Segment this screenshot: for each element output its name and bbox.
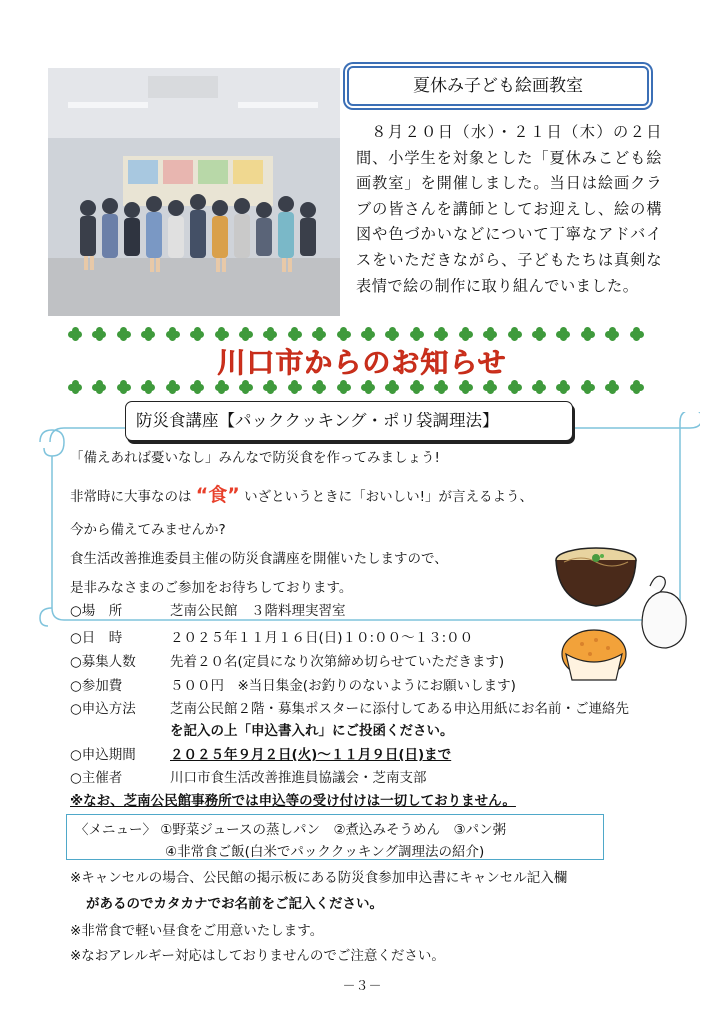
capacity-value: 先着２０名(定員になり次第締め切らせていただきます)	[170, 654, 505, 670]
date-row	[70, 627, 473, 649]
clover-icon	[483, 380, 497, 394]
method-value-1: 芝南公民館２階・募集ポスターに添付してある申込用紙にお名前・ご連絡先	[170, 701, 629, 717]
clover-icon	[361, 380, 375, 394]
capacity-label: ○募集人数	[70, 654, 136, 670]
class-group-photo	[48, 68, 340, 316]
clover-icon	[508, 327, 522, 341]
clover-icon	[166, 327, 180, 341]
place-label: ○場 所	[70, 603, 123, 619]
clover-icon	[459, 380, 473, 394]
capacity-row	[70, 651, 504, 673]
clover-icon	[117, 327, 131, 341]
cancel-note-2: があるのでカタカナでお名前をご記入ください。	[86, 896, 383, 912]
article-body: ８月２０日（水）・２１日（木）の２日間、小学生を対象とした「夏休みこども絵画教室」を開催しました。当日は絵画クラブの皆さんを講師としてお迎えし、絵の構図や色づかいなどについて丁寧なアドバイスをいただきながら、子どもたちは真剣な表情で絵の制作に取り組んでいました。	[356, 123, 662, 295]
clover-icon	[215, 327, 229, 341]
date-value: ２０２５年１１月１６日(日)１０:００～１３:００	[170, 630, 474, 646]
intro-line-2-b: いざというときに「おいしい!」が言えるよう、	[244, 489, 533, 505]
clover-icon	[630, 327, 644, 341]
clover-icon	[605, 327, 619, 341]
intro-line-2	[70, 480, 533, 507]
food-illustration	[552, 532, 712, 692]
date-label: ○日 時	[70, 630, 123, 646]
clover-border-bottom	[68, 380, 644, 396]
clover-icon	[215, 380, 229, 394]
clover-icon	[605, 380, 619, 394]
clover-icon	[385, 380, 399, 394]
intro-line-3: 今から備えてみませんか?	[70, 522, 226, 538]
event-title: 防災食講座【パッククッキング・ポリ袋調理法】	[136, 411, 499, 430]
fee-label: ○参加費	[70, 678, 123, 694]
clover-icon	[288, 380, 302, 394]
article-title: 夏休み子ども絵画教室	[413, 76, 583, 96]
host-value: 川口市食生活改善推進員協議会・芝南支部	[170, 770, 427, 786]
clover-icon	[508, 380, 522, 394]
page-number: －３－	[342, 979, 382, 994]
clover-icon	[459, 327, 473, 341]
cancel-note-1: ※キャンセルの場合、公民館の掲示板にある防災食参加申込書にキャンセル記入欄	[70, 870, 568, 886]
clover-icon	[630, 380, 644, 394]
clover-icon	[239, 380, 253, 394]
clover-icon	[239, 327, 253, 341]
intro-line-5: 是非みなさまのご参加をお待ちしております。	[70, 580, 353, 596]
clover-icon	[410, 327, 424, 341]
clover-icon	[581, 327, 595, 341]
clover-icon	[141, 327, 155, 341]
clover-icon	[117, 380, 131, 394]
intro-line-4: 食生活改善推進委員主催の防災食講座を開催いたしますので、	[70, 551, 448, 567]
clover-icon	[288, 327, 302, 341]
lunch-note: ※非常食で軽い昼食をご用意いたします。	[70, 923, 324, 939]
intro-line-1: 「備えあれば憂いなし」みんなで防災食を作ってみましょう!	[70, 450, 440, 466]
notice-row: ※なお、芝南公民館事務所では申込等の受け付けは一切しておりません。	[70, 793, 516, 809]
clover-icon	[434, 327, 448, 341]
clover-icon	[385, 327, 399, 341]
clover-icon	[312, 380, 326, 394]
method-row-2	[70, 720, 454, 742]
method-value-2: を記入の上「申込書入れ」にご投函ください。	[170, 723, 454, 739]
clover-icon	[337, 327, 351, 341]
period-value: ２０２５年９月２日(火)～１１月９日(日)まで	[170, 747, 452, 763]
clover-icon	[312, 327, 326, 341]
clover-icon	[166, 380, 180, 394]
method-row	[70, 698, 629, 720]
clover-icon	[141, 380, 155, 394]
event-title-box	[125, 401, 573, 441]
fee-value: ５００円 ※当日集金(お釣りのないようにお願いします)	[170, 678, 516, 694]
clover-icon	[190, 380, 204, 394]
clover-icon	[92, 380, 106, 394]
clover-icon	[434, 380, 448, 394]
method-label: ○申込方法	[70, 701, 136, 717]
clover-icon	[410, 380, 424, 394]
period-row	[70, 744, 451, 766]
clover-icon	[556, 327, 570, 341]
clover-icon	[483, 327, 497, 341]
clover-icon	[68, 327, 82, 341]
host-row	[70, 767, 427, 789]
place-value: 芝南公民館 ３階料理実習室	[170, 603, 346, 619]
place-row	[70, 600, 346, 622]
clover-icon	[92, 327, 106, 341]
clover-icon	[263, 327, 277, 341]
clover-icon	[581, 380, 595, 394]
clover-icon	[68, 380, 82, 394]
intro-line-2-a: 非常時に大事なのは	[70, 489, 192, 505]
clover-icon	[556, 380, 570, 394]
clover-icon	[190, 327, 204, 341]
allergy-note: ※なおアレルギー対応はしておりませんのでご注意ください。	[70, 948, 445, 964]
fee-row	[70, 675, 516, 697]
clover-icon	[361, 327, 375, 341]
menu-box	[66, 814, 604, 860]
period-label: ○申込期間	[70, 747, 136, 763]
clover-icon	[532, 380, 546, 394]
menu-line-1: 〈メニュー〉 ①野菜ジュースの蒸しパン ②煮込みそうめん ③パン粥	[75, 822, 507, 838]
clover-icon	[532, 327, 546, 341]
host-label: ○主催者	[70, 770, 123, 786]
menu-line-2: ④非常食ご飯(白米でパッククッキング調理法の紹介)	[165, 844, 485, 860]
news-heading: 川口市からのお知らせ	[217, 346, 507, 379]
clover-icon	[263, 380, 277, 394]
food-emphasis: “食”	[195, 484, 240, 506]
article-title-box	[347, 66, 649, 106]
clover-icon	[337, 380, 351, 394]
